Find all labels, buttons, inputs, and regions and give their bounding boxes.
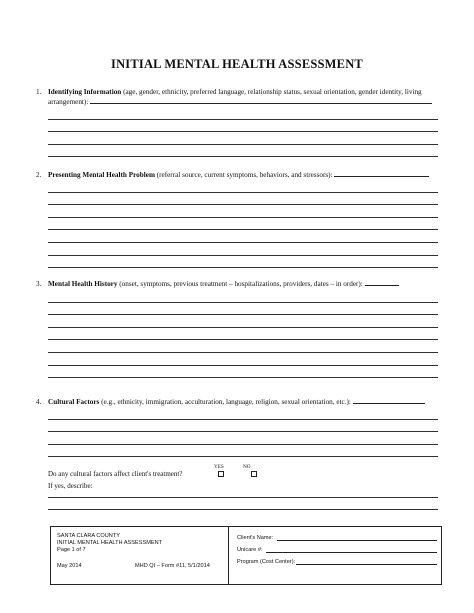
answer-line[interactable] xyxy=(48,353,438,366)
section-heading: Identifying Information xyxy=(48,88,122,96)
footer-form-info xyxy=(51,527,229,584)
identifying-info-field[interactable] xyxy=(90,97,432,104)
presenting-problem-lines xyxy=(48,180,438,268)
yes-checkbox[interactable] xyxy=(218,471,224,477)
no-checkbox[interactable] xyxy=(251,471,257,477)
cultural-describe-lines xyxy=(48,485,438,510)
section-description: (onset, symptoms, previous treatment – hospitalizations, providers, dates – in order): xyxy=(117,280,363,288)
cultural-treatment-question: Do any cultural factors affect client's treatment? xyxy=(48,470,183,478)
answer-line[interactable] xyxy=(48,485,438,498)
answer-line[interactable] xyxy=(48,328,438,341)
answer-line[interactable] xyxy=(48,193,438,206)
answer-line[interactable] xyxy=(48,407,438,420)
footer-form-name: INITIAL MENTAL HEALTH ASSESSMENT xyxy=(57,540,163,546)
answer-line[interactable] xyxy=(48,145,438,158)
mental-health-history-field[interactable] xyxy=(365,279,399,286)
section-number: 3. xyxy=(36,280,42,288)
answer-line[interactable] xyxy=(48,420,438,433)
section-presenting-problem xyxy=(36,170,438,180)
identifying-info-lines xyxy=(48,107,438,157)
cultural-factors-field[interactable] xyxy=(353,397,425,404)
presenting-problem-field[interactable] xyxy=(334,170,429,177)
unicare-label: Unicare #: xyxy=(237,547,263,553)
section-number: 2. xyxy=(36,171,42,179)
form-id: MHD QI – Form #11, 5/1/2014 xyxy=(135,563,210,569)
section-description-continued: arrangement): xyxy=(48,98,89,106)
client-name-field[interactable] xyxy=(277,535,437,541)
answer-line[interactable] xyxy=(48,205,438,218)
page-title: INITIAL MENTAL HEALTH ASSESSMENT xyxy=(111,57,363,71)
section-heading: Mental Health History xyxy=(48,280,118,288)
section-identifying-information xyxy=(36,87,438,107)
answer-line[interactable] xyxy=(48,366,438,379)
section-description: (age, gender, ethnicity, preferred language, relationship status, sexual orientation, gender identity, living xyxy=(121,88,422,96)
answer-line[interactable] xyxy=(48,290,438,303)
form-footer xyxy=(50,526,442,585)
answer-line[interactable] xyxy=(48,243,438,256)
no-label: NO xyxy=(243,464,251,470)
answer-line[interactable] xyxy=(48,445,438,458)
answer-line[interactable] xyxy=(48,315,438,328)
section-heading: Cultural Factors xyxy=(48,398,100,406)
answer-line[interactable] xyxy=(48,132,438,145)
form-date: May 2014 xyxy=(57,563,82,569)
answer-line[interactable] xyxy=(48,218,438,231)
section-description: (e.g., ethnicity, immigration, acculturation, language, religion, sexual orientation, etc.): xyxy=(99,398,351,406)
answer-line[interactable] xyxy=(48,107,438,120)
answer-line[interactable] xyxy=(48,180,438,193)
if-yes-describe-label: If yes, describe: xyxy=(48,482,93,490)
answer-line[interactable] xyxy=(48,120,438,133)
section-number: 1. xyxy=(36,88,42,96)
unicare-field[interactable] xyxy=(266,547,437,553)
county-name: SANTA CLARA COUNTY xyxy=(57,533,120,539)
program-label: Program (Cost Center): xyxy=(237,559,296,565)
answer-line[interactable] xyxy=(48,256,438,269)
answer-line[interactable] xyxy=(48,498,438,511)
answer-line[interactable] xyxy=(48,432,438,445)
section-cultural-factors xyxy=(36,397,438,407)
page-number: Page 1 of 7 xyxy=(57,547,86,553)
section-heading: Presenting Mental Health Problem xyxy=(48,171,155,179)
cultural-factors-lines xyxy=(48,407,438,457)
mental-health-history-lines xyxy=(48,290,438,378)
section-description: (referral source, current symptoms, behaviors, and stressors): xyxy=(154,171,333,179)
section-mental-health-history xyxy=(36,279,438,289)
answer-line[interactable] xyxy=(48,303,438,316)
answer-line[interactable] xyxy=(48,340,438,353)
yes-label: YES xyxy=(214,464,224,470)
answer-line[interactable] xyxy=(48,230,438,243)
client-name-label: Client's Name: xyxy=(237,535,274,541)
program-field[interactable] xyxy=(296,559,437,565)
section-number: 4. xyxy=(36,398,42,406)
